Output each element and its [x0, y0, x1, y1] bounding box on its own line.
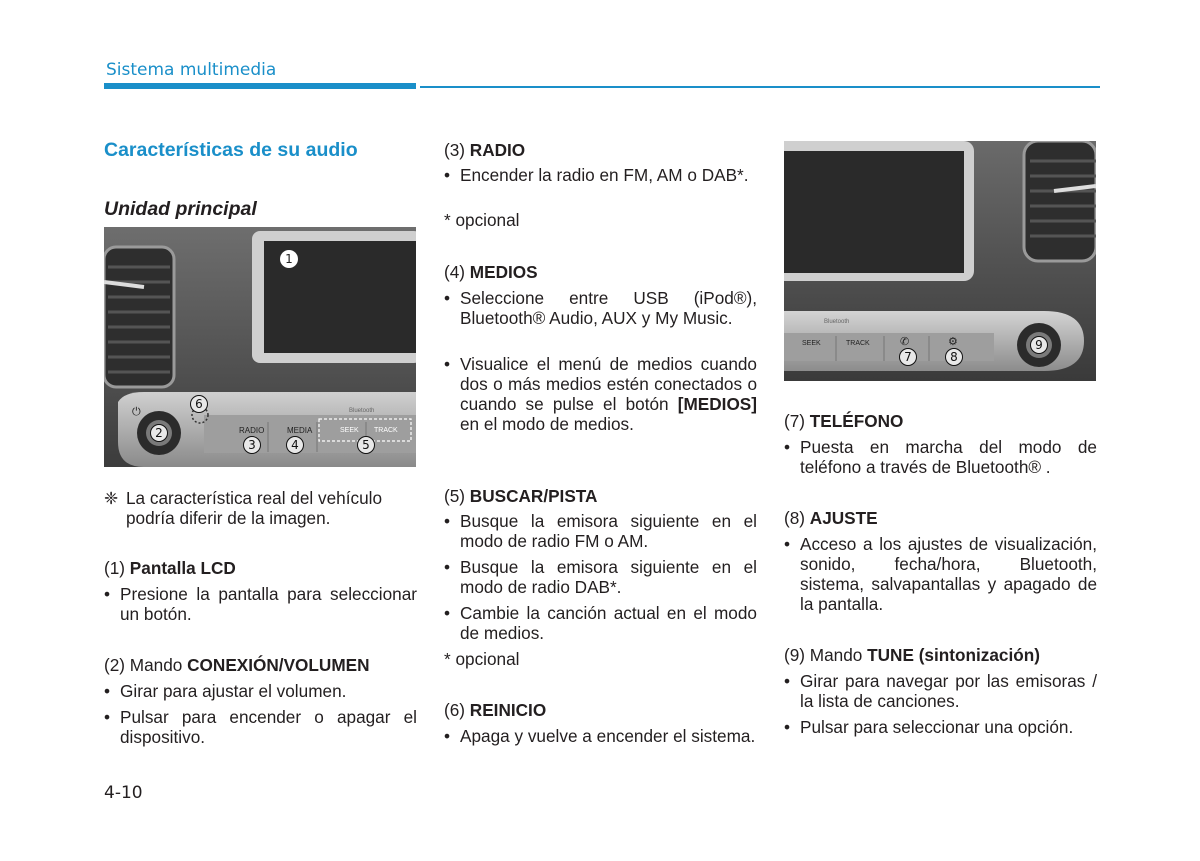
- item-8-name: AJUSTE: [809, 508, 878, 528]
- page-number: 4-10: [104, 783, 143, 803]
- marker-4: 4: [286, 436, 304, 454]
- header-rule-thin: [420, 86, 1100, 88]
- item-9-number: (9) Mando: [784, 645, 863, 665]
- item-8-number: (8): [784, 508, 806, 528]
- item-9-bullet-1: • Girar para navegar por las emisoras / la lista de canciones.: [784, 671, 1097, 711]
- item-8-heading: [784, 508, 878, 528]
- control-panel-photo: [784, 141, 1096, 381]
- item-5-number: (5): [444, 486, 466, 506]
- item-6-number: (6): [444, 700, 466, 720]
- item-9-bullet-2: • Pulsar para seleccionar una opción.: [784, 717, 1097, 737]
- item-3-heading: [444, 140, 525, 160]
- item-9-heading: [784, 645, 1040, 665]
- track-button-label: TRACK: [846, 340, 870, 347]
- item-3-name: RADIO: [469, 140, 526, 160]
- item-6-name: REINICIO: [469, 700, 547, 720]
- seek-button-label: SEEK: [802, 340, 821, 347]
- item-6-bullet-1: • Apaga y vuelve a encender el sistema.: [444, 726, 757, 746]
- head-unit-photo: [104, 227, 416, 467]
- subsection-title: Unidad principal: [104, 198, 257, 220]
- item-3-bullet-1: • Encender la radio en FM, AM o DAB*.: [444, 165, 757, 185]
- marker-8: 8: [945, 348, 963, 366]
- radio-button-label: RADIO: [239, 426, 265, 435]
- item-2-heading: [104, 655, 370, 675]
- item-5-heading: [444, 486, 597, 506]
- item-2-bullet-2: • Pulsar para encender o apagar el dispositivo.: [104, 707, 417, 747]
- item-4-bullet-2-button: [MEDIOS]: [677, 394, 757, 414]
- marker-5: 5: [357, 436, 375, 454]
- note-symbol: ❈: [104, 488, 119, 508]
- item-4-bullet-2-text: Visualice el menú de medios cuando dos o más medios estén conectados o cuando se pulse el botón: [460, 354, 757, 414]
- item-5-bullet-3: • Cambie la canción actual en el modo de medios.: [444, 603, 757, 643]
- marker-6: 6: [190, 395, 208, 413]
- item-5-note: * opcional: [444, 649, 520, 669]
- item-1-number: (1): [104, 558, 126, 578]
- item-4-name: MEDIOS: [469, 262, 538, 282]
- gear-icon: ⚙: [948, 336, 958, 348]
- item-5-bullet-1: • Busque la emisora siguiente en el modo de radio FM o AM.: [444, 511, 757, 551]
- item-4-heading: [444, 262, 538, 282]
- svg-text:⏻: ⏻: [132, 405, 141, 418]
- item-7-heading: [784, 411, 903, 431]
- item-9-name: TUNE (sintonización): [867, 645, 1040, 665]
- item-5-bullet-2: • Busque la emisora siguiente en el modo de radio DAB*.: [444, 557, 757, 597]
- item-7-number: (7): [784, 411, 806, 431]
- marker-9: 9: [1030, 336, 1048, 354]
- disclaimer-note: [104, 488, 417, 528]
- item-3-number: (3): [444, 140, 466, 160]
- marker-1: 1: [280, 250, 298, 268]
- section-header: Sistema multimedia: [106, 60, 277, 80]
- item-1-bullet-1: • Presione la pantalla para seleccionar un botón.: [104, 584, 417, 624]
- item-4-bullet-2-tail: en el modo de medios.: [460, 414, 634, 434]
- item-6-heading: [444, 700, 546, 720]
- item-2-name: CONEXIÓN/VOLUMEN: [187, 655, 370, 675]
- item-3-note: * opcional: [444, 210, 520, 230]
- item-7-name: TELÉFONO: [809, 411, 904, 431]
- phone-icon: ✆: [900, 336, 910, 348]
- item-1-name: Pantalla LCD: [129, 558, 236, 578]
- marker-3: 3: [243, 436, 261, 454]
- control-panel-illustration: [784, 141, 1096, 381]
- media-button-label: MEDIA: [287, 426, 313, 435]
- bluetooth-label: Bluetooth: [349, 408, 375, 414]
- seek-button-label: SEEK: [340, 427, 359, 434]
- item-4-number: (4): [444, 262, 466, 282]
- note-text: La característica real del vehículo podría diferir de la imagen.: [126, 488, 383, 528]
- marker-2: 2: [150, 424, 168, 442]
- item-7-bullet-1: • Puesta en marcha del modo de teléfono a través de Bluetooth® .: [784, 437, 1097, 477]
- section-title: Características de su audio: [104, 139, 358, 161]
- item-1-heading: [104, 558, 236, 578]
- item-4-bullet-1: • Seleccione entre USB (iPod®), Bluetooth® Audio, AUX y My Music.: [444, 288, 757, 328]
- item-2-number: (2) Mando: [104, 655, 183, 675]
- track-button-label: TRACK: [374, 427, 398, 434]
- bluetooth-label: Bluetooth: [824, 319, 850, 325]
- marker-7: 7: [899, 348, 917, 366]
- item-4-bullet-2: [444, 354, 757, 434]
- item-8-bullet-1: • Acceso a los ajustes de visualización, sonido, fecha/hora, Bluetooth, sistema, salvapantallas y apagado de la pantalla.: [784, 534, 1097, 614]
- item-2-bullet-1: • Girar para ajustar el volumen.: [104, 681, 417, 701]
- item-5-name: BUSCAR/PISTA: [469, 486, 598, 506]
